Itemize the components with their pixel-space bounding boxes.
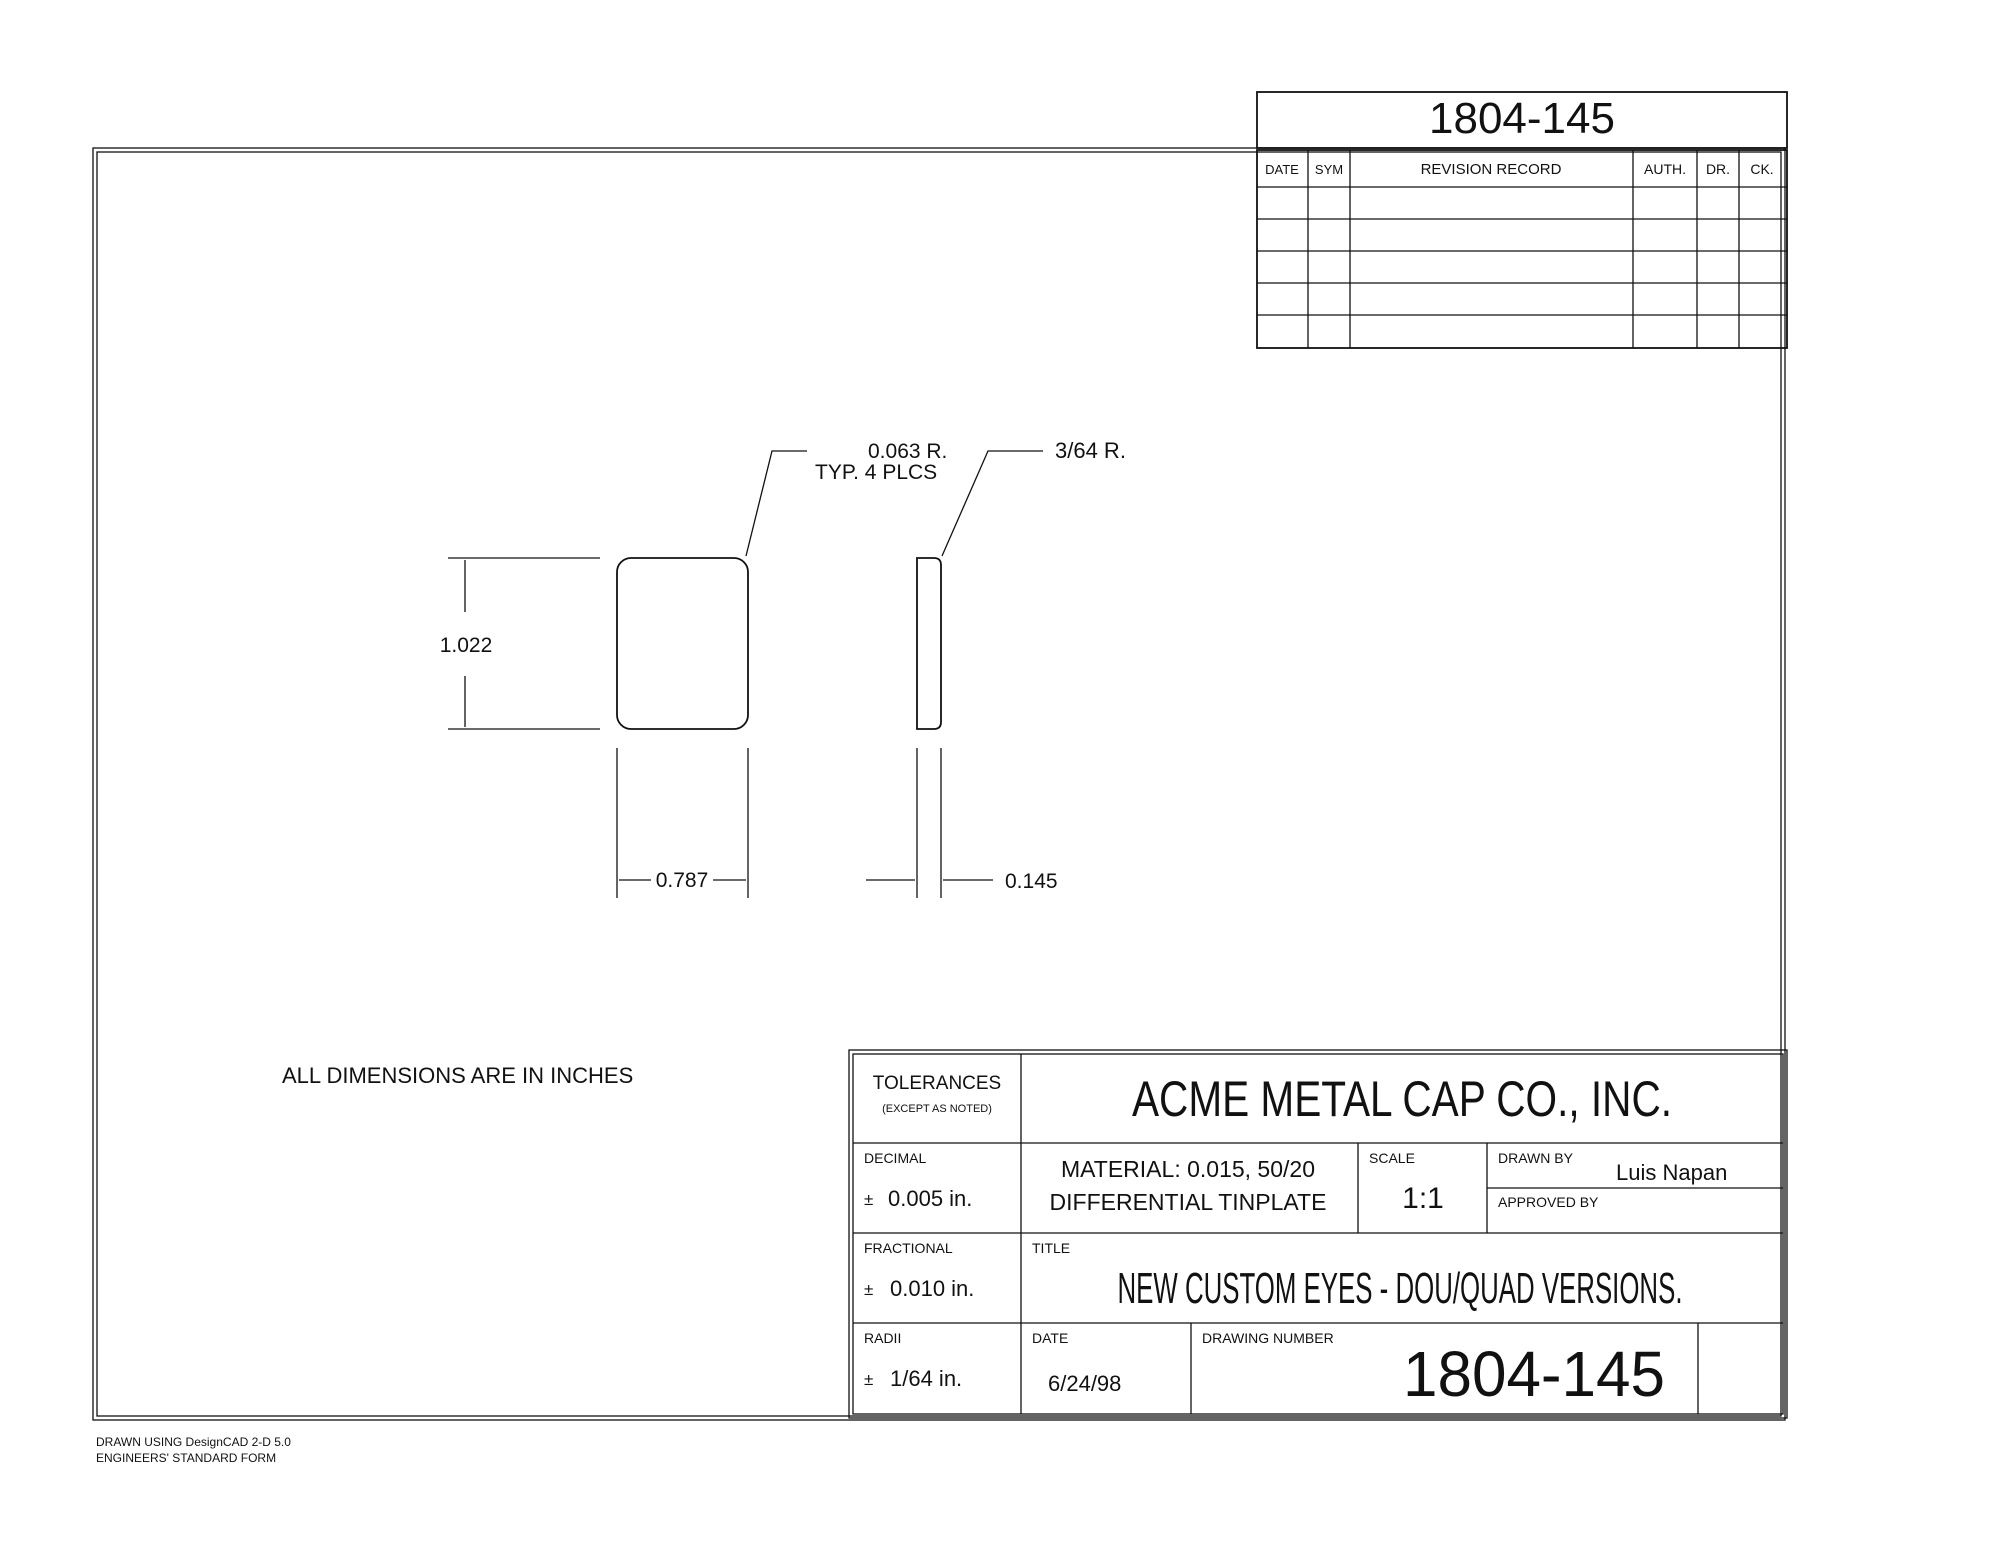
scale-value: 1:1 — [1402, 1182, 1444, 1215]
tolerances-sub: (EXCEPT AS NOTED) — [882, 1103, 992, 1115]
dim-width-label: 0.787 — [655, 869, 709, 892]
col-header-revision-record: REVISION RECORD — [1420, 161, 1562, 178]
callout-corner-radius-1: 0.063 R. — [868, 440, 948, 463]
scale-label: SCALE — [1369, 1150, 1415, 1166]
fractional-plusminus: ± — [864, 1280, 874, 1299]
drawing-number-value: 1804-145 — [1403, 1338, 1665, 1410]
drawn-by-label: DRAWN BY — [1498, 1150, 1573, 1166]
col-header-ck: CK. — [1750, 161, 1774, 177]
drawing-number-label: DRAWING NUMBER — [1202, 1330, 1334, 1346]
title-label: TITLE — [1032, 1240, 1071, 1256]
footer-line-2: ENGINEERS' STANDARD FORM — [96, 1451, 277, 1465]
front-view — [440, 440, 948, 898]
revision-table — [1257, 150, 1787, 348]
decimal-value: 0.005 in. — [888, 1186, 973, 1211]
drawing-title: NEW CUSTOM EYES - DOU/QUAD VERSIONS. — [1117, 1264, 1683, 1313]
radii-value: 1/64 in. — [890, 1366, 963, 1391]
company-name: ACME METAL CAP CO., INC. — [1132, 1071, 1672, 1127]
dim-thickness-label: 0.145 — [1005, 870, 1058, 893]
material-line-1: MATERIAL: 0.015, 50/20 — [1061, 1156, 1315, 1182]
part-number-header: 1804-145 — [1429, 94, 1615, 143]
date-label: DATE — [1032, 1330, 1069, 1346]
sheet-border — [93, 148, 1785, 1420]
footer-line-1: DRAWN USING DesignCAD 2-D 5.0 — [96, 1435, 291, 1449]
tolerances-label: TOLERANCES — [872, 1073, 1002, 1094]
material-line-2: DIFFERENTIAL TINPLATE — [1049, 1189, 1327, 1215]
units-note: ALL DIMENSIONS ARE IN INCHES — [282, 1063, 634, 1088]
drawn-by-value: Luis Napan — [1616, 1160, 1728, 1185]
radii-plusminus: ± — [864, 1370, 874, 1389]
date-value: 6/24/98 — [1048, 1371, 1122, 1396]
col-header-date: DATE — [1265, 162, 1299, 177]
fractional-label: FRACTIONAL — [864, 1240, 953, 1256]
col-header-sym: SYM — [1314, 162, 1344, 177]
col-header-dr: DR. — [1705, 161, 1731, 177]
decimal-plusminus: ± — [864, 1190, 874, 1209]
title-block — [849, 1050, 1787, 1418]
decimal-label: DECIMAL — [864, 1150, 927, 1166]
col-header-auth: AUTH. — [1644, 161, 1686, 177]
approved-by-label: APPROVED BY — [1498, 1194, 1599, 1210]
dim-height-label: 1.022 — [439, 634, 493, 657]
fractional-value: 0.010 in. — [890, 1276, 975, 1301]
part-number-box — [1257, 92, 1787, 148]
callout-corner-radius-2: TYP. 4 PLCS — [815, 461, 938, 484]
radii-label: RADII — [864, 1330, 902, 1346]
side-view — [866, 438, 1126, 898]
callout-edge-radius: 3/64 R. — [1055, 438, 1126, 463]
